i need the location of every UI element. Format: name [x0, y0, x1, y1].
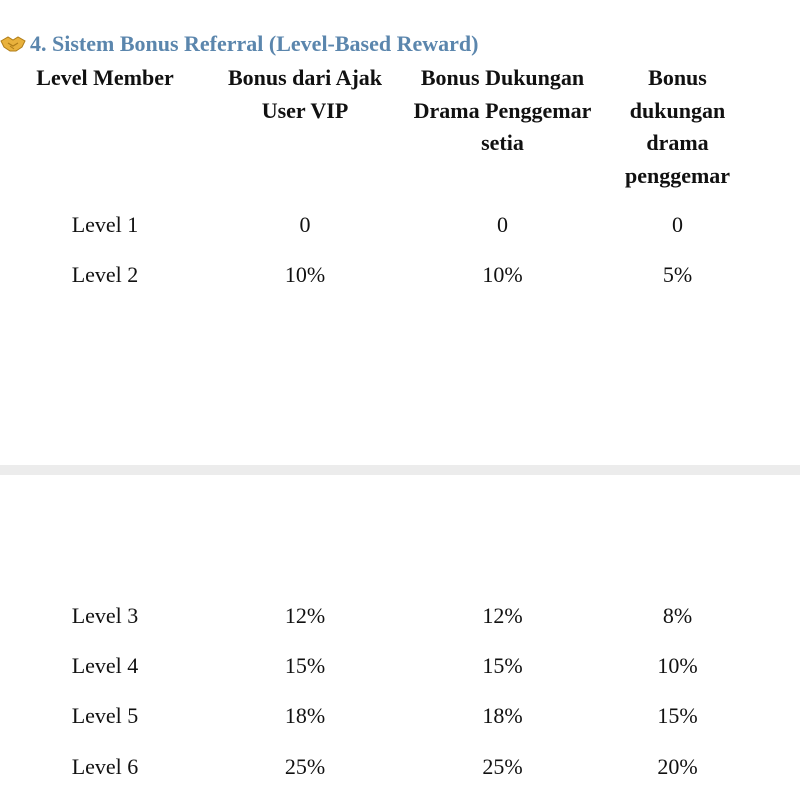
table-cell-level: Level 6	[71, 754, 139, 779]
table-cell-level: Level 1	[71, 212, 139, 237]
handshake-icon	[0, 33, 26, 55]
table-cell-setia: 18%	[482, 703, 523, 728]
table-cell-level: Level 4	[71, 653, 139, 678]
table-cell-level: Level 2	[71, 262, 139, 287]
table-cell-penggemar: 20%	[657, 754, 698, 779]
table-cell-vip: 12%	[284, 603, 326, 628]
table-cell-penggemar: 5%	[662, 262, 693, 287]
page-break	[0, 465, 800, 475]
table-cell-penggemar: 15%	[657, 703, 698, 728]
column-header-fan-bonus: Bonus dukungan drama penggemar	[624, 65, 731, 188]
table-cell-setia: 10%	[482, 262, 523, 287]
column-header-level: Level Member	[36, 65, 174, 90]
table-cell-vip: 25%	[284, 754, 326, 779]
table-cell-vip: 10%	[284, 262, 326, 287]
table-cell-setia: 0	[497, 212, 508, 237]
section-heading-text: 4. Sistem Bonus Referral (Level-Based Reward)	[30, 31, 479, 56]
table-cell-penggemar: 8%	[662, 603, 693, 628]
table-cell-vip: 0	[299, 212, 311, 237]
table-cell-level: Level 5	[71, 703, 139, 728]
section-heading	[0, 29, 479, 59]
column-header-vip-bonus: Bonus dari Ajak User VIP	[227, 65, 383, 123]
column-header-loyal-fan-bonus: Bonus Dukungan Drama Penggemar setia	[413, 65, 592, 155]
table-cell-level: Level 3	[71, 603, 139, 628]
table-cell-setia: 25%	[482, 754, 523, 779]
table-cell-penggemar: 10%	[657, 653, 698, 678]
table-cell-penggemar: 0	[672, 212, 683, 237]
table-cell-setia: 15%	[482, 653, 523, 678]
table-cell-vip: 18%	[284, 703, 326, 728]
table-cell-vip: 15%	[284, 653, 326, 678]
table-cell-setia: 12%	[482, 603, 523, 628]
